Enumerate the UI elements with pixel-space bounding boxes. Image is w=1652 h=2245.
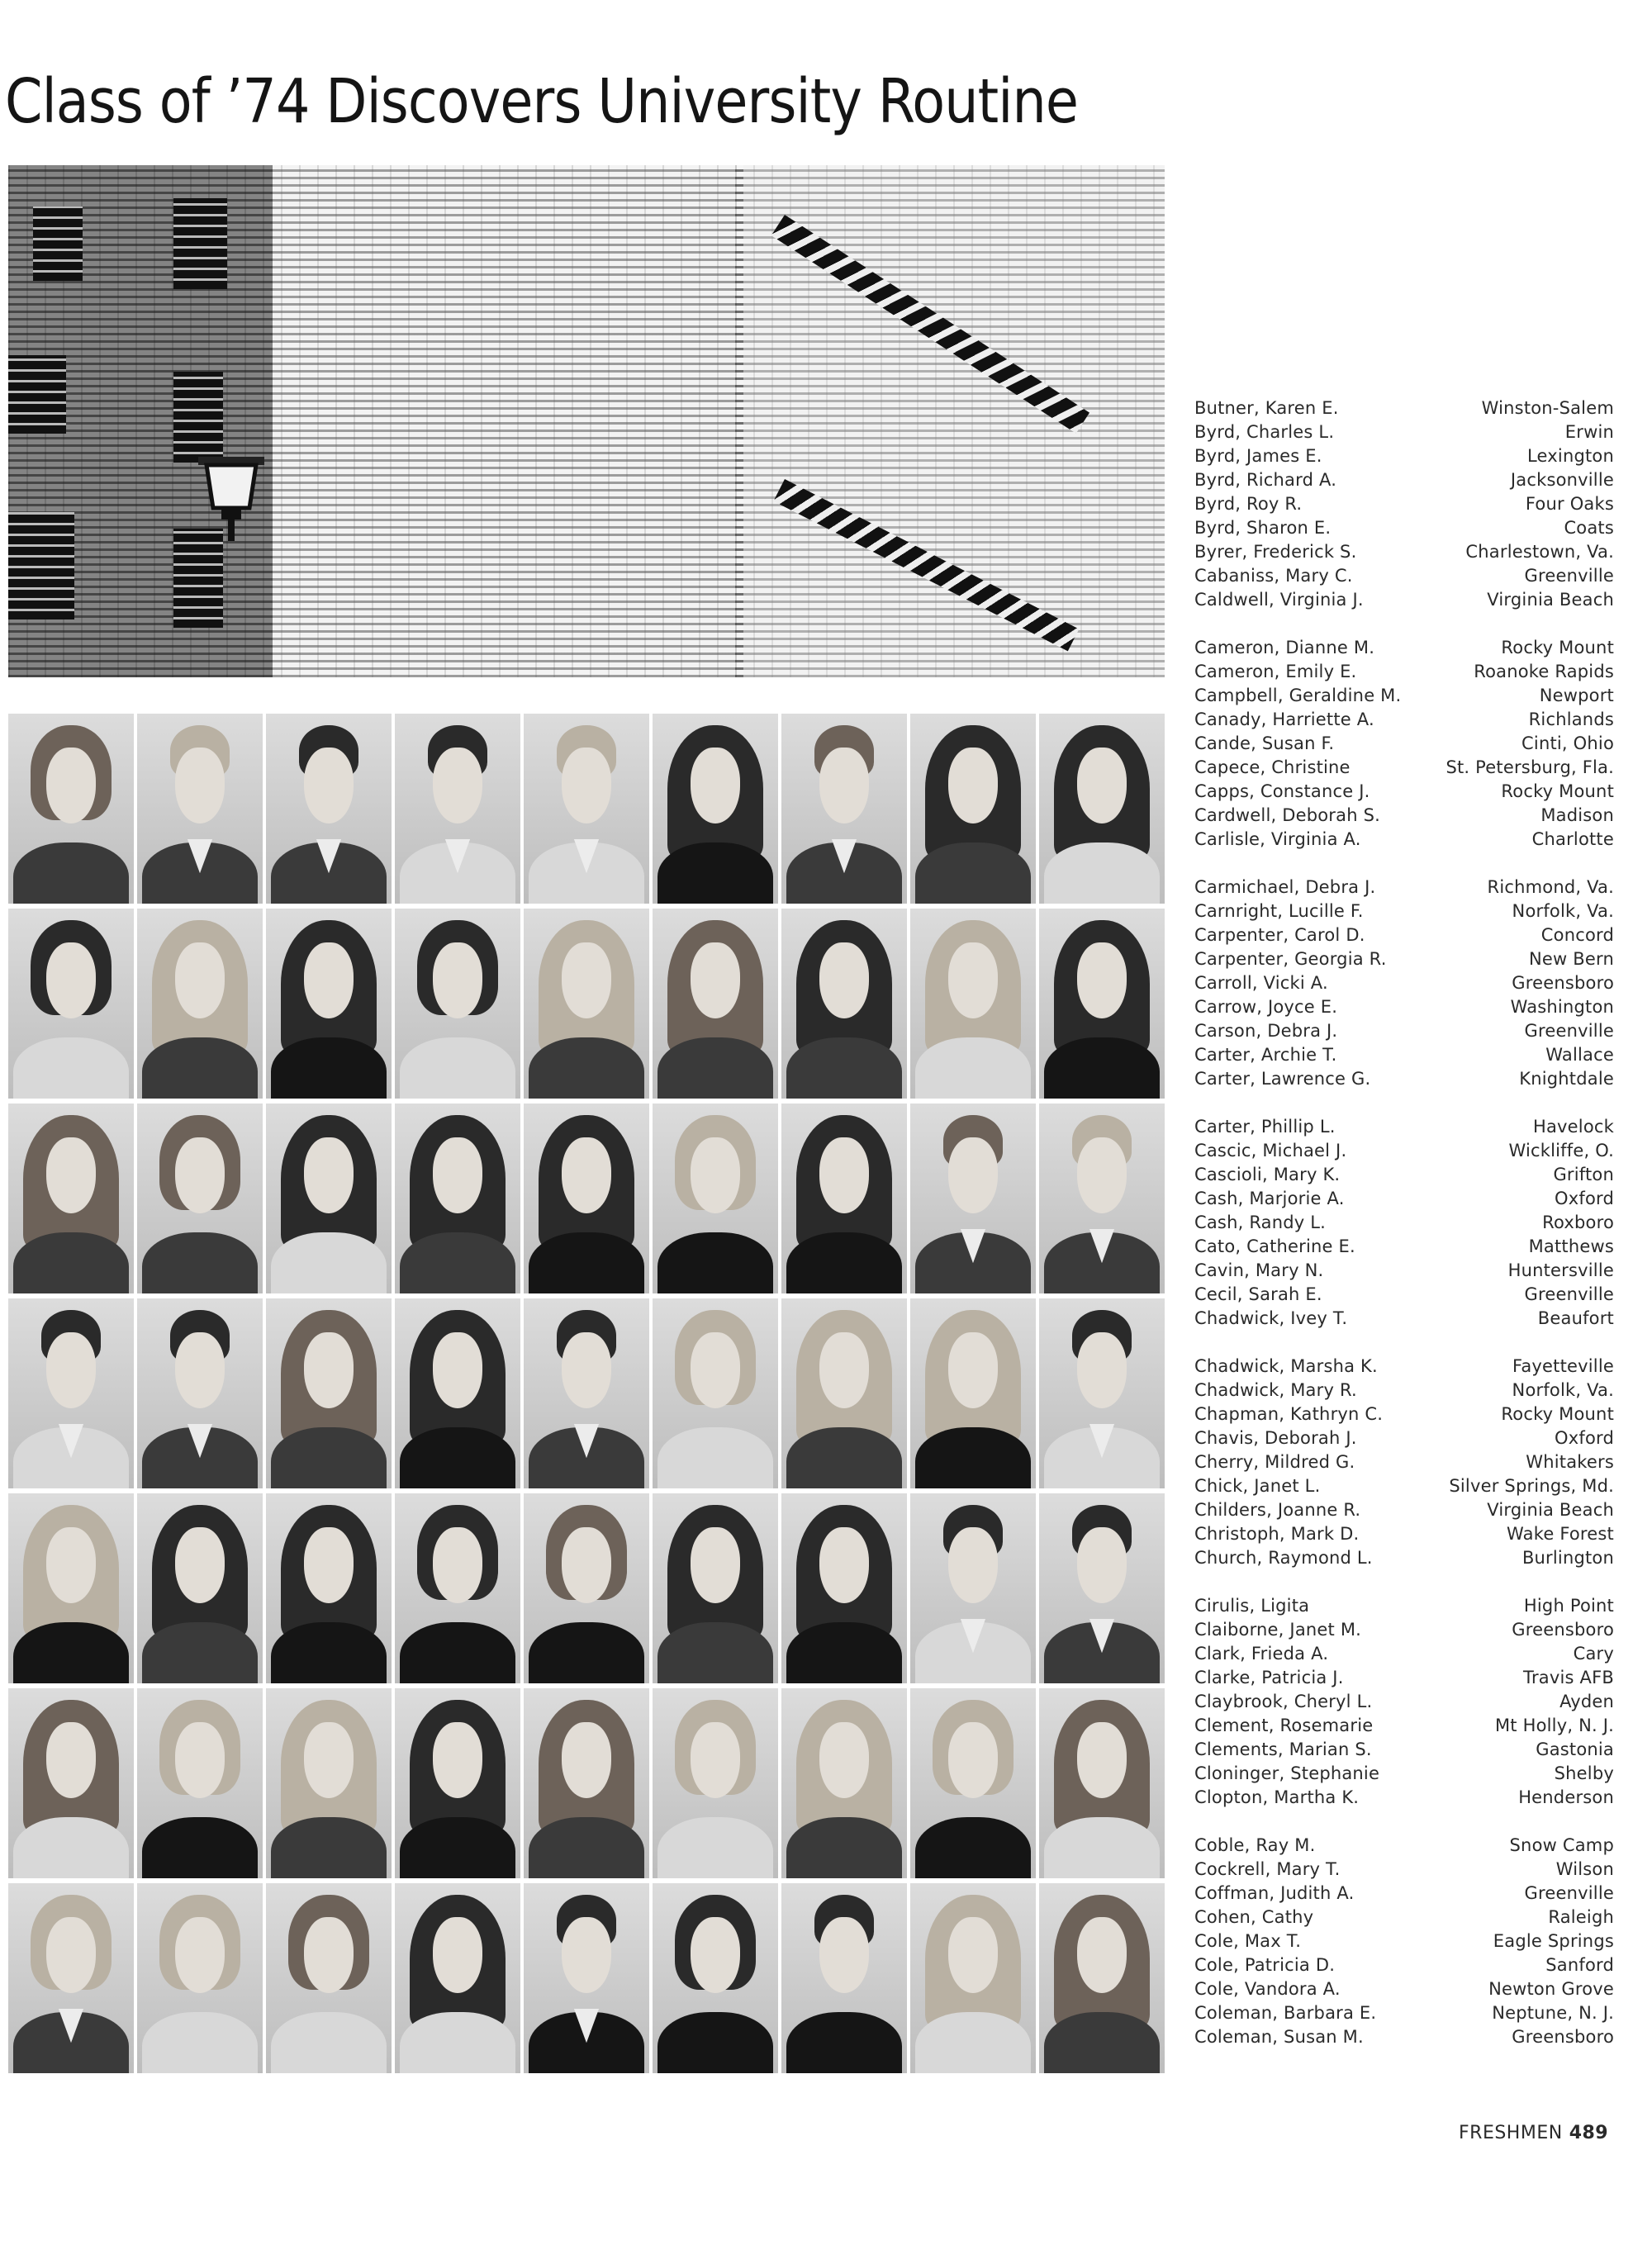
hometown: Roxboro — [1542, 1213, 1614, 1232]
portrait-photo — [1039, 909, 1165, 1099]
name-entry — [1194, 444, 1614, 468]
hometown: Henderson — [1518, 1787, 1614, 1807]
name-entry — [1194, 708, 1614, 732]
student-name: Clement, Rosemarie — [1194, 1716, 1374, 1735]
student-name: Cabaniss, Mary C. — [1194, 566, 1353, 586]
hometown: Havelock — [1533, 1117, 1614, 1137]
student-name: Byrd, Richard A. — [1194, 470, 1337, 490]
portrait-photo — [524, 1493, 649, 1683]
name-entry — [1194, 1690, 1614, 1714]
hometown: Burlington — [1521, 1548, 1614, 1568]
portrait-photo — [781, 1688, 907, 1878]
portrait-photo — [266, 1104, 392, 1293]
portrait-photo — [524, 1688, 649, 1878]
portrait-photo — [653, 909, 778, 1099]
hometown: Wickliffe, O. — [1508, 1141, 1614, 1160]
student-name: Chadwick, Mary R. — [1194, 1380, 1357, 1400]
portrait-photo — [395, 714, 520, 904]
hometown: Oxford — [1555, 1189, 1614, 1208]
student-name: Byrd, Charles L. — [1194, 422, 1335, 442]
hometown: Rocky Mount — [1501, 1404, 1614, 1424]
hometown: Virginia Beach — [1487, 590, 1614, 610]
name-entry — [1194, 1283, 1614, 1307]
student-name: Clarke, Patricia J. — [1194, 1668, 1344, 1687]
hometown: Cary — [1573, 1644, 1614, 1664]
hometown: Greenville — [1524, 566, 1614, 586]
student-name: Byrd, James E. — [1194, 446, 1322, 466]
portrait-photo — [781, 909, 907, 1099]
student-name: Butner, Karen E. — [1194, 398, 1339, 418]
student-name: Chavis, Deborah J. — [1194, 1428, 1357, 1448]
name-entry — [1194, 1906, 1614, 1929]
student-name: Cash, Randy L. — [1194, 1213, 1327, 1232]
page-footer — [1459, 2123, 1608, 2143]
hometown: Grifton — [1553, 1165, 1614, 1184]
student-name: Cockrell, Mary T. — [1194, 1859, 1341, 1879]
hometown: Travis AFB — [1523, 1668, 1614, 1687]
portrait-photo — [395, 1104, 520, 1293]
portrait-photo — [1039, 1104, 1165, 1293]
name-entry — [1194, 756, 1614, 780]
hometown: Silver Springs, Md. — [1449, 1476, 1614, 1496]
hometown: Lexington — [1527, 446, 1614, 466]
name-entry — [1194, 899, 1614, 923]
portrait-photo — [910, 1883, 1036, 2073]
student-name: Caldwell, Virginia J. — [1194, 590, 1364, 610]
portrait-photo — [8, 1493, 134, 1683]
student-name: Cecil, Sarah E. — [1194, 1284, 1322, 1304]
hometown: Fayetteville — [1512, 1356, 1614, 1376]
student-name: Cohen, Cathy — [1194, 1907, 1314, 1927]
section-label: FRESHMEN — [1459, 2123, 1563, 2143]
portrait-photo — [8, 714, 134, 904]
student-name: Carnright, Lucille F. — [1194, 901, 1364, 921]
portrait-photo — [524, 1298, 649, 1488]
student-name: Coleman, Barbara E. — [1194, 2003, 1377, 2023]
portrait-photo — [910, 714, 1036, 904]
hometown: Madison — [1540, 805, 1614, 825]
hometown: Greenville — [1524, 1883, 1614, 1903]
portrait-photo — [266, 1298, 392, 1488]
name-entry — [1194, 1977, 1614, 2001]
student-name: Carter, Archie T. — [1194, 1045, 1337, 1065]
student-name: Cole, Patricia D. — [1194, 1955, 1336, 1975]
hometown: Gastonia — [1536, 1740, 1614, 1759]
name-group — [1194, 1355, 1614, 1570]
portrait-photo — [137, 1883, 263, 2073]
name-entry — [1194, 1714, 1614, 1738]
name-entry — [1194, 1019, 1614, 1043]
student-name: Chadwick, Marsha K. — [1194, 1356, 1378, 1376]
portrait-photo — [524, 1883, 649, 2073]
name-entry — [1194, 1498, 1614, 1522]
student-name: Carlisle, Virginia A. — [1194, 829, 1361, 849]
name-entry — [1194, 396, 1614, 420]
student-name: Cavin, Mary N. — [1194, 1260, 1324, 1280]
hometown: Erwin — [1564, 422, 1614, 442]
hometown: Norfolk, Va. — [1512, 1380, 1614, 1400]
campus-building-photo — [8, 165, 1165, 677]
portrait-photo — [524, 909, 649, 1099]
student-name: Christoph, Mark D. — [1194, 1524, 1360, 1544]
name-entry — [1194, 1594, 1614, 1618]
hometown: Newton Grove — [1488, 1979, 1614, 1999]
student-name: Chadwick, Ivey T. — [1194, 1308, 1348, 1328]
portrait-photo — [653, 714, 778, 904]
name-entry — [1194, 468, 1614, 492]
student-name: Church, Raymond L. — [1194, 1548, 1373, 1568]
student-name: Cole, Vandora A. — [1194, 1979, 1341, 1999]
portrait-photo — [8, 1883, 134, 2073]
page-number: 489 — [1569, 2123, 1609, 2143]
student-name: Childers, Joanne R. — [1194, 1500, 1361, 1520]
name-entry — [1194, 828, 1614, 852]
hometown: Richlands — [1528, 710, 1614, 729]
portrait-photo — [1039, 1883, 1165, 2073]
hometown: Oxford — [1555, 1428, 1614, 1448]
portrait-photo — [524, 714, 649, 904]
hometown: Greensboro — [1512, 2027, 1614, 2047]
portrait-photo — [653, 1883, 778, 2073]
hometown: Jacksonville — [1510, 470, 1614, 490]
hometown: High Point — [1523, 1596, 1614, 1616]
hometown: Ayden — [1559, 1692, 1614, 1711]
name-entry — [1194, 660, 1614, 684]
student-name: Cande, Susan F. — [1194, 733, 1335, 753]
hometown: Shelby — [1554, 1763, 1614, 1783]
portrait-photo — [266, 1883, 392, 2073]
name-entry — [1194, 923, 1614, 947]
name-entry — [1194, 684, 1614, 708]
student-name: Byrd, Roy R. — [1194, 494, 1303, 514]
portrait-photo — [137, 1688, 263, 1878]
portrait-photo — [266, 1493, 392, 1683]
name-group — [1194, 636, 1614, 852]
student-name: Clements, Marian S. — [1194, 1740, 1372, 1759]
name-entry — [1194, 1786, 1614, 1810]
hometown: Rocky Mount — [1501, 781, 1614, 801]
portrait-photo — [910, 1688, 1036, 1878]
name-entry — [1194, 1642, 1614, 1666]
name-entry — [1194, 1043, 1614, 1067]
student-name: Cherry, Mildred G. — [1194, 1452, 1355, 1472]
hometown: Newport — [1539, 686, 1614, 705]
student-name: Carroll, Vicki A. — [1194, 973, 1328, 993]
name-entry — [1194, 995, 1614, 1019]
student-name: Claiborne, Janet M. — [1194, 1620, 1362, 1640]
student-name: Cloninger, Stephanie — [1194, 1763, 1380, 1783]
portrait-photo — [653, 1298, 778, 1488]
name-entry — [1194, 1953, 1614, 1977]
hometown: Wake Forest — [1507, 1524, 1614, 1544]
hometown: Norfolk, Va. — [1512, 901, 1614, 921]
name-entry — [1194, 1929, 1614, 1953]
portrait-photo — [1039, 714, 1165, 904]
hometown: Coats — [1564, 518, 1614, 538]
student-name: Capps, Constance J. — [1194, 781, 1370, 801]
name-entry — [1194, 1762, 1614, 1786]
student-name: Campbell, Geraldine M. — [1194, 686, 1402, 705]
name-entry — [1194, 1235, 1614, 1259]
name-entry — [1194, 1355, 1614, 1379]
name-entry — [1194, 971, 1614, 995]
name-entry — [1194, 636, 1614, 660]
portrait-photo — [8, 1104, 134, 1293]
portrait-photo — [137, 1298, 263, 1488]
portrait-photo — [137, 909, 263, 1099]
student-name: Cato, Catherine E. — [1194, 1236, 1355, 1256]
student-name: Clark, Frieda A. — [1194, 1644, 1329, 1664]
hometown: Wallace — [1545, 1045, 1614, 1065]
hometown: Snow Camp — [1509, 1835, 1614, 1855]
hometown: Concord — [1540, 925, 1614, 945]
name-entry — [1194, 947, 1614, 971]
student-name: Carpenter, Carol D. — [1194, 925, 1365, 945]
hometown: Whitakers — [1526, 1452, 1614, 1472]
name-entry — [1194, 1307, 1614, 1331]
student-name: Byrer, Frederick S. — [1194, 542, 1357, 562]
portrait-photo — [266, 714, 392, 904]
hometown: Wilson — [1555, 1859, 1614, 1879]
name-group — [1194, 1115, 1614, 1331]
student-name: Coleman, Susan M. — [1194, 2027, 1364, 2047]
hometown: Washington — [1510, 997, 1614, 1017]
portrait-photo — [781, 1104, 907, 1293]
student-name: Carter, Lawrence G. — [1194, 1069, 1371, 1089]
student-name: Cascioli, Mary K. — [1194, 1165, 1341, 1184]
student-name: Clopton, Martha K. — [1194, 1787, 1360, 1807]
hometown: Huntersville — [1507, 1260, 1614, 1280]
student-name: Carrow, Joyce E. — [1194, 997, 1338, 1017]
hometown: Winston-Salem — [1481, 398, 1614, 418]
name-entry — [1194, 1403, 1614, 1426]
student-name: Cameron, Emily E. — [1194, 662, 1357, 681]
name-entry — [1194, 1858, 1614, 1882]
name-entry — [1194, 1834, 1614, 1858]
name-group — [1194, 876, 1614, 1091]
student-name: Capece, Christine — [1194, 757, 1351, 777]
portrait-photo — [8, 1298, 134, 1488]
name-entry — [1194, 1546, 1614, 1570]
student-name: Chick, Janet L. — [1194, 1476, 1321, 1496]
portrait-photo — [910, 1493, 1036, 1683]
student-name: Carson, Debra J. — [1194, 1021, 1338, 1041]
hometown: Cinti, Ohio — [1521, 733, 1614, 753]
portrait-photo — [653, 1104, 778, 1293]
student-name: Cascic, Michael J. — [1194, 1141, 1347, 1160]
student-name: Cash, Marjorie A. — [1194, 1189, 1345, 1208]
name-group — [1194, 396, 1614, 612]
student-name: Carter, Phillip L. — [1194, 1117, 1336, 1137]
hometown: Matthews — [1528, 1236, 1614, 1256]
portrait-photo — [395, 909, 520, 1099]
name-entry — [1194, 492, 1614, 516]
portrait-photo — [8, 1688, 134, 1878]
name-entry — [1194, 1882, 1614, 1906]
student-name: Carmichael, Debra J. — [1194, 877, 1376, 897]
portrait-photo — [395, 1298, 520, 1488]
name-entry — [1194, 1738, 1614, 1762]
hometown: Eagle Springs — [1493, 1931, 1614, 1951]
portrait-grid — [8, 714, 1165, 2073]
student-name: Cardwell, Deborah S. — [1194, 805, 1381, 825]
name-entry — [1194, 1259, 1614, 1283]
name-entry — [1194, 540, 1614, 564]
name-group — [1194, 1594, 1614, 1810]
portrait-photo — [395, 1493, 520, 1683]
portrait-photo — [8, 909, 134, 1099]
student-name: Coffman, Judith A. — [1194, 1883, 1355, 1903]
portrait-photo — [910, 1104, 1036, 1293]
portrait-photo — [1039, 1493, 1165, 1683]
name-entry — [1194, 564, 1614, 588]
name-entry — [1194, 1115, 1614, 1139]
name-entry — [1194, 1211, 1614, 1235]
hometown: Roanoke Rapids — [1474, 662, 1614, 681]
hometown: Rocky Mount — [1501, 638, 1614, 657]
hometown: Richmond, Va. — [1487, 877, 1614, 897]
name-entry — [1194, 1139, 1614, 1163]
portrait-photo — [1039, 1688, 1165, 1878]
portrait-photo — [395, 1883, 520, 2073]
hometown: Raleigh — [1548, 1907, 1614, 1927]
name-entry — [1194, 516, 1614, 540]
lamp-icon — [198, 450, 264, 541]
name-entry — [1194, 1474, 1614, 1498]
name-entry — [1194, 780, 1614, 804]
portrait-photo — [137, 1104, 263, 1293]
name-entry — [1194, 876, 1614, 899]
portrait-photo — [781, 1298, 907, 1488]
hometown: Charlotte — [1531, 829, 1614, 849]
name-entry — [1194, 1379, 1614, 1403]
student-name: Cole, Max T. — [1194, 1931, 1302, 1951]
hometown: St. Petersburg, Fla. — [1446, 757, 1614, 777]
hometown: Greenville — [1524, 1284, 1614, 1304]
name-entry — [1194, 588, 1614, 612]
student-name: Chapman, Kathryn C. — [1194, 1404, 1384, 1424]
portrait-photo — [266, 1688, 392, 1878]
portrait-photo — [266, 909, 392, 1099]
portrait-photo — [1039, 1298, 1165, 1488]
name-list — [1194, 396, 1614, 2073]
portrait-photo — [395, 1688, 520, 1878]
hometown: Four Oaks — [1525, 494, 1614, 514]
student-name: Carpenter, Georgia R. — [1194, 949, 1387, 969]
name-entry — [1194, 804, 1614, 828]
portrait-photo — [653, 1688, 778, 1878]
name-entry — [1194, 1067, 1614, 1091]
portrait-photo — [781, 1883, 907, 2073]
portrait-photo — [781, 714, 907, 904]
portrait-photo — [137, 714, 263, 904]
name-group — [1194, 1834, 1614, 2049]
portrait-photo — [137, 1493, 263, 1683]
portrait-photo — [653, 1493, 778, 1683]
student-name: Byrd, Sharon E. — [1194, 518, 1332, 538]
hometown: Greensboro — [1512, 1620, 1614, 1640]
name-entry — [1194, 1426, 1614, 1450]
page-title: Class of ’74 Discovers University Routine — [5, 66, 1079, 137]
portrait-photo — [910, 909, 1036, 1099]
student-name: Coble, Ray M. — [1194, 1835, 1316, 1855]
student-name: Cameron, Dianne M. — [1194, 638, 1375, 657]
hometown: Charlestown, Va. — [1465, 542, 1614, 562]
name-entry — [1194, 420, 1614, 444]
name-entry — [1194, 2025, 1614, 2049]
hometown: Virginia Beach — [1487, 1500, 1614, 1520]
student-name: Claybrook, Cheryl L. — [1194, 1692, 1373, 1711]
name-entry — [1194, 1187, 1614, 1211]
name-entry — [1194, 1450, 1614, 1474]
hometown: Greenville — [1524, 1021, 1614, 1041]
name-entry — [1194, 1618, 1614, 1642]
student-name: Canady, Harriette A. — [1194, 710, 1374, 729]
student-name: Cirulis, Ligita — [1194, 1596, 1310, 1616]
name-entry — [1194, 732, 1614, 756]
hometown: Greensboro — [1512, 973, 1614, 993]
hometown: Sanford — [1545, 1955, 1614, 1975]
hometown: Beaufort — [1537, 1308, 1614, 1328]
hometown: Neptune, N. J. — [1492, 2003, 1614, 2023]
portrait-photo — [781, 1493, 907, 1683]
portrait-photo — [910, 1298, 1036, 1488]
name-entry — [1194, 1522, 1614, 1546]
name-entry — [1194, 1666, 1614, 1690]
name-entry — [1194, 2001, 1614, 2025]
hometown: Mt Holly, N. J. — [1494, 1716, 1614, 1735]
portrait-photo — [524, 1104, 649, 1293]
name-entry — [1194, 1163, 1614, 1187]
hometown: New Bern — [1529, 949, 1614, 969]
hometown: Knightdale — [1519, 1069, 1614, 1089]
